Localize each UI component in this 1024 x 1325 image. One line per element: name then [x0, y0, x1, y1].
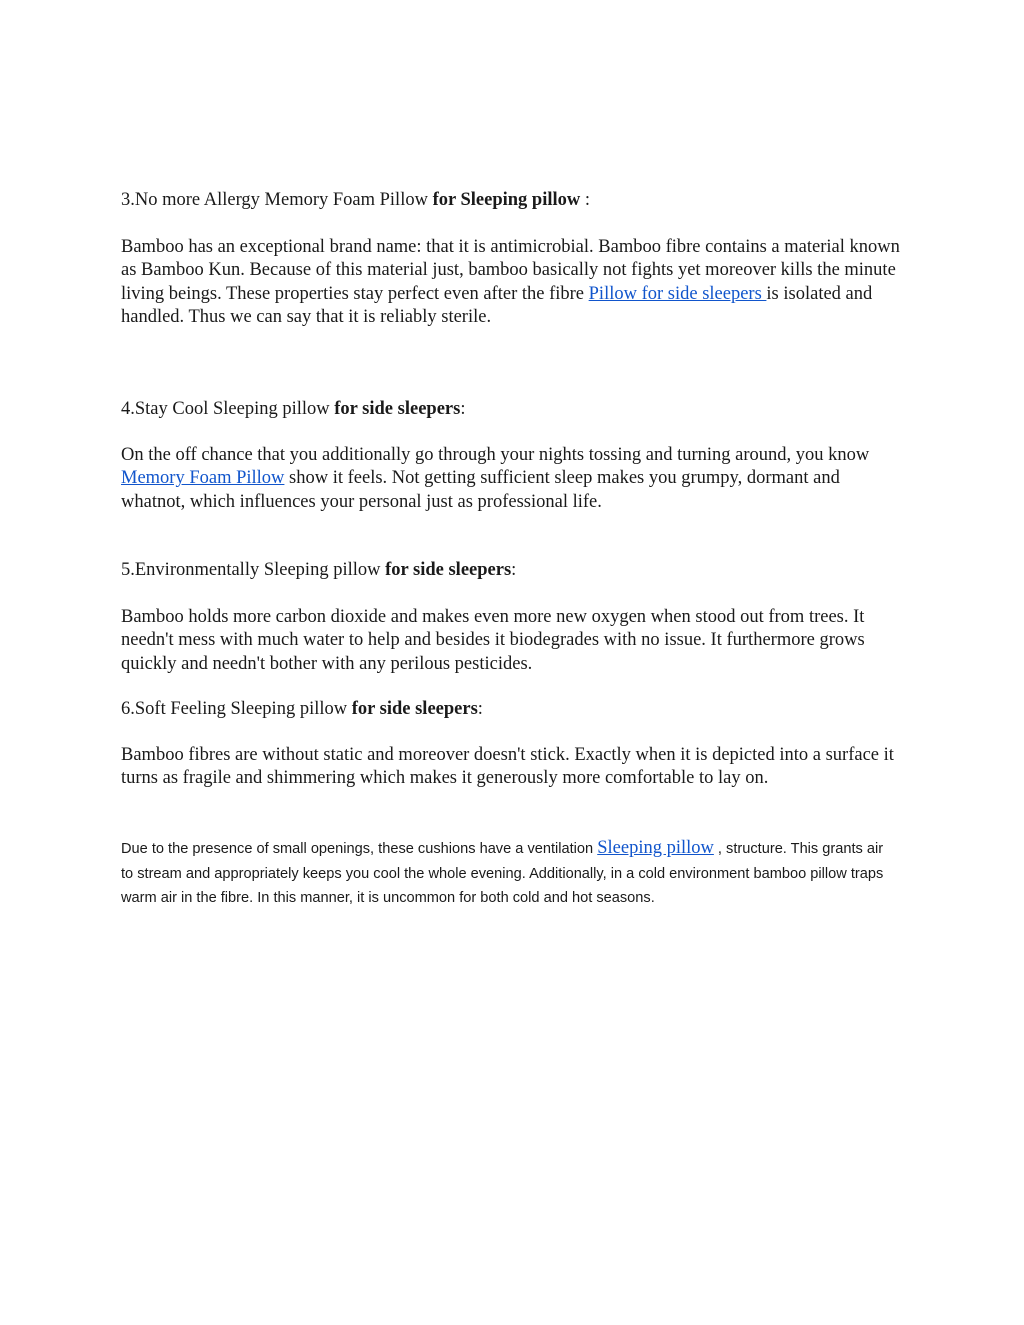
section-6-heading-suffix: : [477, 699, 483, 719]
section-4-heading-suffix: : [460, 399, 466, 419]
sleeping-pillow-link[interactable]: Sleeping pillow [597, 838, 714, 858]
section-6-heading-bold: for side sleepers [351, 699, 478, 719]
section-3-paragraph-text-a: Bamboo has an exceptional brand name: that it is antimicrobial. Bamboo fibre contains a material known as Bamboo Kun. Because of this material just, bamboo basically not fights yet moreover kills the minute living beings. These properties stay perfect even after the fibre [121, 237, 900, 304]
section-6-heading-text: 6.Soft Feeling Sleeping pillow [121, 699, 352, 719]
section-5-heading-text: 5.Environmentally Sleeping pillow [121, 560, 386, 580]
section-5-heading-suffix: : [511, 560, 517, 580]
section-6-ventilation-paragraph [121, 836, 896, 911]
section-3-heading [121, 189, 901, 212]
pillow-for-side-sleepers-link[interactable]: Pillow for side sleepers [588, 283, 767, 304]
section-4-paragraph-text-a: On the off chance that you additionally go through your nights tossing and turning around, you know [121, 445, 870, 465]
section-4-heading [121, 398, 901, 421]
section-6-ventilation-text-a: Due to the presence of small openings, these cushions have a ventilation [121, 841, 598, 857]
section-3-paragraph [121, 236, 901, 329]
section-4-heading-bold: for side sleepers [334, 399, 461, 419]
section-6-paragraph: Bamboo fibres are without static and moreover doesn't stick. Exactly when it is depicted into a surface it turns as fragile and shimmering which makes it generously more comfortable to lay on. [121, 745, 894, 789]
section-6-heading [121, 698, 901, 721]
section-5-paragraph: Bamboo holds more carbon dioxide and makes even more new oxygen when stood out from trees. It needn't mess with much water to help and besides it biodegrades with no issue. It furthermore grows quickly and needn't bother with any perilous pesticides. [121, 607, 865, 674]
section-3-heading-bold: for Sleeping pillow [432, 190, 581, 210]
section-3-paragraph-text-b: is isolated and handled. Thus we can say that it is reliably sterile. [121, 283, 873, 327]
section-5-heading-bold: for side sleepers [385, 560, 512, 580]
memory-foam-pillow-link[interactable]: Memory Foam Pillow [121, 468, 285, 489]
section-4-paragraph-text-b: show it feels. Not getting sufficient sleep makes you grumpy, dormant and whatnot, which influences your personal just as professional life. [121, 468, 840, 512]
section-4-paragraph [121, 444, 901, 514]
section-6-ventilation-text-b: , structure. This grants air to stream and appropriately keeps you cool the whole evening. Additionally, in a cold environment bamboo pillow traps warm air in the fibre. In this manner, it is uncommon for both cold and hot seasons. [121, 841, 884, 906]
section-4-heading-text: 4.Stay Cool Sleeping pillow [121, 399, 335, 419]
section-3-heading-suffix: : [580, 190, 591, 210]
section-5-heading [121, 559, 901, 582]
section-3-heading-text: 3.No more Allergy Memory Foam Pillow [121, 190, 433, 210]
